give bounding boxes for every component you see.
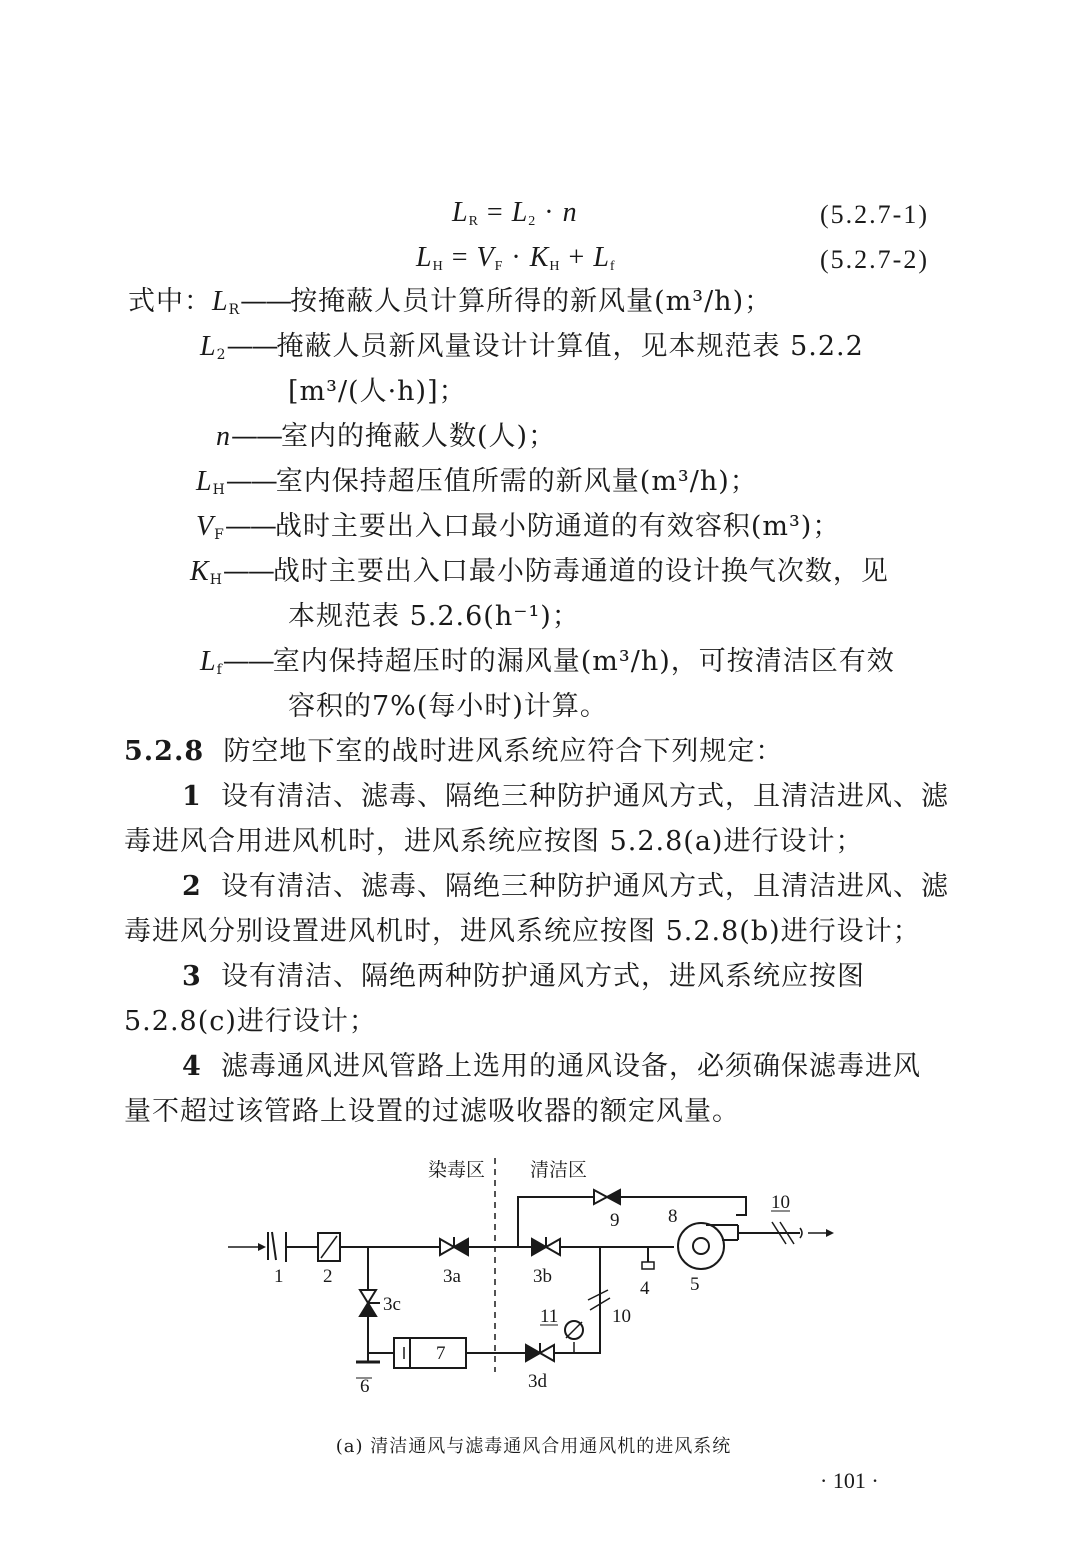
definition-row: $L_H——$室内保持超压值所需的新风量(m³/h)；	[196, 466, 758, 498]
valve-3d	[526, 1343, 554, 1361]
valve-3c	[360, 1290, 380, 1316]
fan-5	[678, 1223, 738, 1269]
outlet-arrow	[800, 1228, 802, 1238]
clause-item-continuation: 5.2.8(c)进行设计；	[124, 1006, 377, 1037]
equation-number: (5.2.7-2)	[820, 245, 929, 274]
equation-number: (5.2.7-1)	[820, 200, 929, 229]
clause-item-continuation: 量不超过该管路上设置的过滤吸收器的额定风量。	[124, 1096, 740, 1127]
label-10-branch: 10	[612, 1306, 631, 1327]
equation-5-2-7-2: $L_H = V_F \cdot K_H + L_f$	[416, 242, 616, 274]
clause-item: 3 设有清洁、隔绝两种防护通风方式，进风系统应按图	[182, 961, 865, 992]
definition-row: n——室内的掩蔽人数(人)；	[216, 421, 557, 452]
valve-9	[594, 1190, 620, 1204]
label-9: 9	[610, 1210, 620, 1231]
definition-row: $V_F——$战时主要出入口最小防通道的有效容积(m³)；	[196, 511, 841, 543]
definition-continuation: [m³/(人·h)]；	[288, 376, 467, 407]
duct	[554, 1247, 600, 1353]
definition-continuation: 本规范表 5.2.6(h⁻¹)；	[288, 601, 580, 632]
clause-item: 2 设有清洁、滤毒、隔绝三种防护通风方式，且清洁进风、滤	[182, 871, 949, 902]
definition-row: $L_f——$室内保持超压时的漏风量(m³/h)，可按清洁区有效	[200, 646, 895, 678]
label-8: 8	[668, 1206, 678, 1227]
label-2: 2	[323, 1266, 333, 1287]
bypass-duct	[518, 1197, 594, 1247]
valve-3b	[532, 1237, 560, 1255]
label-10-outlet: 10	[771, 1192, 790, 1213]
definition-row: $L_2——$掩蔽人员新风量设计计算值，见本规范表 5.2.2	[200, 331, 864, 363]
label-3a: 3a	[443, 1266, 461, 1287]
zone-label-contaminated: 染毒区	[428, 1160, 486, 1181]
filter-absorber-7	[394, 1338, 466, 1368]
clause-item-continuation: 毒进风合用进风机时，进风系统应按图 5.2.8(a)进行设计；	[124, 826, 864, 857]
inlet-device-1	[268, 1232, 286, 1262]
label-3b: 3b	[533, 1266, 552, 1287]
figure-caption: (a) 清洁通风与滤毒通风合用通风机的进风系统	[335, 1436, 732, 1457]
clause-heading: 5.2.8 防空地下室的战时进风系统应符合下列规定：	[124, 736, 784, 767]
definition-row: 式中：$L_R——$按掩蔽人员计算所得的新风量(m³/h)；	[128, 286, 773, 318]
label-7: 7	[436, 1343, 446, 1364]
valve-3a	[440, 1237, 468, 1255]
label-1: 1	[274, 1266, 284, 1287]
bypass-duct	[620, 1197, 746, 1215]
clause-item: 4 滤毒通风进风管路上选用的通风设备，必须确保滤毒进风	[182, 1051, 921, 1082]
definition-row: $K_H——$战时主要出入口最小防毒通道的设计换气次数，见	[190, 556, 889, 588]
label-5: 5	[690, 1274, 700, 1295]
label-3c: 3c	[383, 1294, 401, 1315]
page-number: · 101 ·	[820, 1468, 879, 1493]
label-6: 6	[360, 1376, 370, 1397]
clause-item: 1 设有清洁、滤毒、隔绝三种防护通风方式，且清洁进风、滤	[182, 781, 949, 812]
label-11: 11	[540, 1306, 559, 1327]
definition-continuation: 容积的7%(每小时)计算。	[288, 691, 608, 722]
label-4: 4	[640, 1278, 650, 1299]
label-3d: 3d	[528, 1371, 547, 1392]
clause-item-continuation: 毒进风分别设置进风机时，进风系统应按图 5.2.8(b)进行设计；	[124, 916, 921, 947]
zone-label-clean: 清洁区	[530, 1160, 588, 1181]
equation-5-2-7-1: $L_R = L_2 \cdot n$	[452, 197, 578, 229]
